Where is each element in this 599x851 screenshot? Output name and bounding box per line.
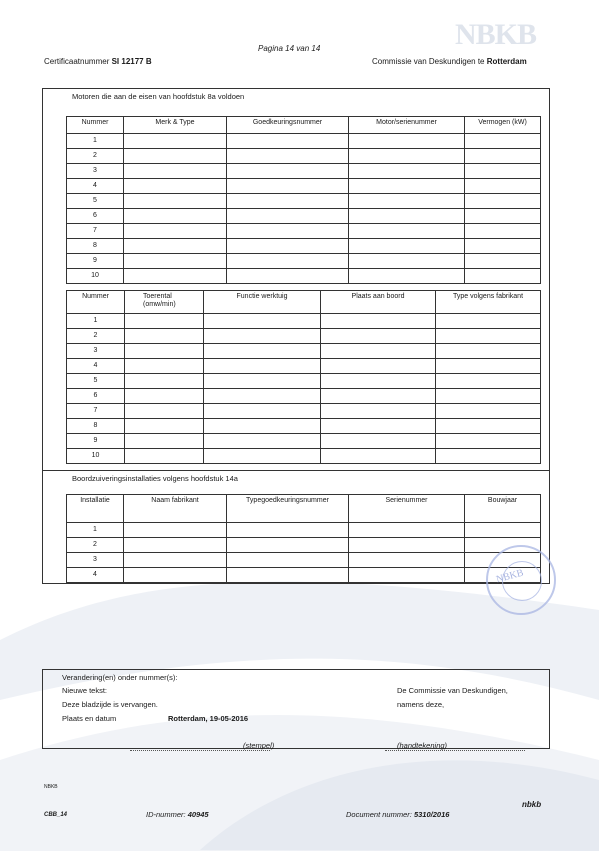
col-header-number: Nummer	[67, 291, 125, 314]
footer-small-mark: NBKB	[44, 784, 58, 790]
col-header-brand-type: Merk & Type	[124, 117, 227, 134]
table-row: 5	[67, 194, 541, 209]
col-header-type-approval: Typegoedkeuringsnummer	[227, 495, 349, 523]
table-row: 1	[67, 314, 541, 329]
table-row: 7	[67, 224, 541, 239]
signature-label: (handtekening)	[397, 741, 448, 750]
table-row: 8	[67, 239, 541, 254]
col-header-year: Bouwjaar	[465, 495, 541, 523]
col-header-number: Nummer	[67, 117, 124, 134]
official-stamp	[486, 545, 556, 615]
footer-brand: nbkb	[522, 800, 542, 809]
engines-table-1	[66, 116, 541, 284]
page-number: Pagina 14 van 14	[258, 44, 321, 53]
signature-line	[385, 750, 525, 751]
certificate-label: Certificaatnummer SI 12177 B	[44, 57, 152, 66]
section-divider	[42, 470, 550, 471]
table-row: 1	[67, 134, 541, 149]
col-header-serial: Serienummer	[349, 495, 465, 523]
place-date-label: Plaats en datum	[62, 714, 117, 723]
table-row: 8	[67, 419, 541, 434]
table-row: 6	[67, 389, 541, 404]
table-row: 4	[67, 568, 541, 583]
table-row: 3	[67, 164, 541, 179]
table-row: 3	[67, 553, 541, 568]
place-date-value: Rotterdam, 19-05-2016	[168, 714, 249, 723]
commission-label: Commissie van Deskundigen te Rotterdam	[372, 57, 527, 66]
col-header-power: Vermogen (kW)	[465, 117, 541, 134]
document-number: Document nummer: 5310/2016	[346, 810, 450, 819]
col-header-installation: Installatie	[67, 495, 124, 523]
col-header-manufacturer-type: Type volgens fabrikant	[436, 291, 541, 314]
table-row: 10	[67, 269, 541, 284]
table-row: 4	[67, 179, 541, 194]
table-row: 2	[67, 149, 541, 164]
table-row: 3	[67, 344, 541, 359]
table-row: 2	[67, 538, 541, 553]
page-replaced-label: Deze bladzijde is vervangen.	[62, 700, 158, 709]
table-row: 9	[67, 254, 541, 269]
form-code: CBB_14	[44, 812, 68, 818]
id-number: ID-nummer: 40945	[146, 810, 209, 819]
table-row: 1	[67, 523, 541, 538]
col-header-function: Functie werktuig	[204, 291, 321, 314]
nbkb-logo: NBKB	[455, 18, 537, 51]
col-header-approval-number: Goedkeuringsnummer	[227, 117, 349, 134]
stamp-label: (stempel)	[243, 741, 275, 750]
engines-title: Motoren die aan de eisen van hoofdstuk 8a voldoen	[72, 92, 245, 101]
changes-numbers-label: Verandering(en) onder nummer(s):	[62, 673, 178, 682]
col-header-rpm: Toerental (omw/min)	[125, 291, 204, 314]
committee-label: De Commissie van Deskundigen,	[397, 686, 508, 695]
table-row: 4	[67, 359, 541, 374]
col-header-location: Plaats aan boord	[321, 291, 436, 314]
table-row: 7	[67, 404, 541, 419]
commission-city: Rotterdam	[486, 57, 527, 66]
table-row: 5	[67, 374, 541, 389]
col-header-engine-serial: Motor/serienummer	[349, 117, 465, 134]
sewage-table	[66, 494, 541, 583]
table-row: 10	[67, 449, 541, 464]
sewage-title: Boordzuiveringsinstallaties volgens hoofdstuk 14a	[72, 474, 238, 483]
on-behalf-label: namens deze,	[397, 700, 445, 709]
table-row: 9	[67, 434, 541, 449]
table-row: 2	[67, 329, 541, 344]
engines-table-2	[66, 290, 541, 464]
col-header-manufacturer: Naam fabrikant	[124, 495, 227, 523]
table-row: 6	[67, 209, 541, 224]
stamp-line	[130, 750, 270, 751]
certificate-number: SI 12177 B	[111, 57, 152, 66]
new-text-label: Nieuwe tekst:	[62, 686, 108, 695]
stamp-text: NBKB	[495, 567, 525, 586]
